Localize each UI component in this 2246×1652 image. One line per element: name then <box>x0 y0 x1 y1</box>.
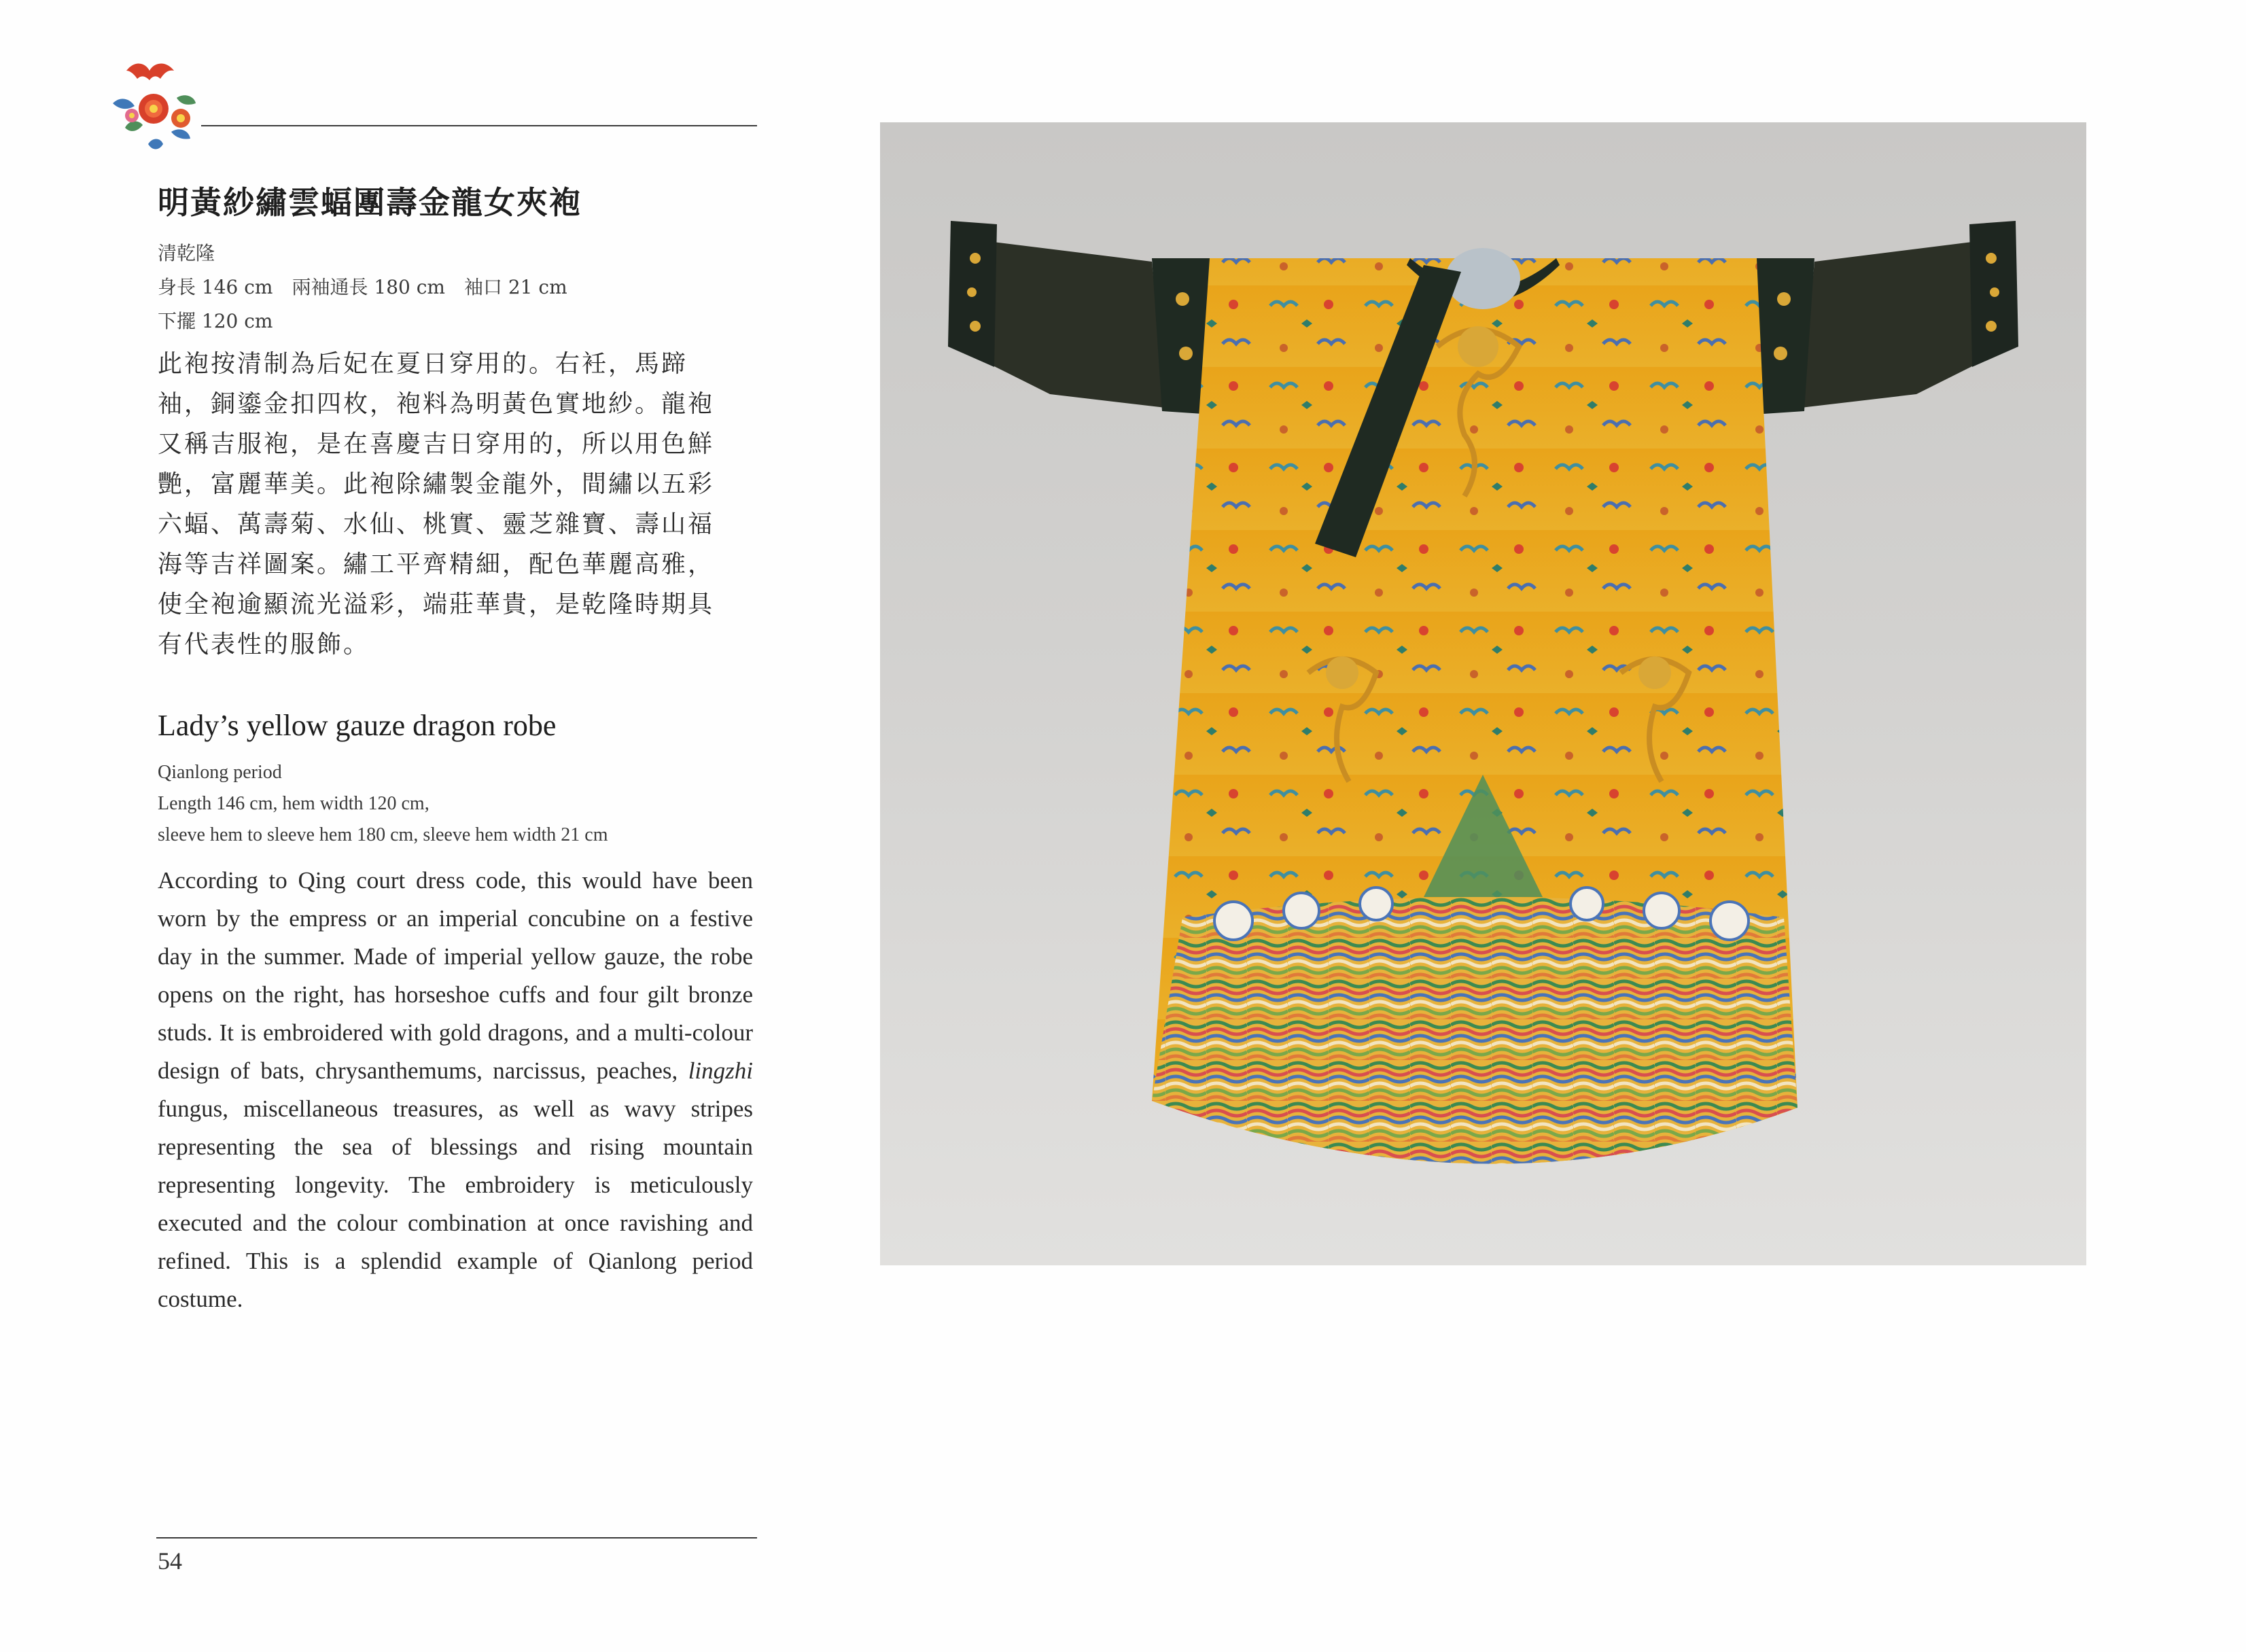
chinese-description <box>158 344 756 665</box>
chinese-description-line: 海等吉祥圖案。繡工平齊精細，配色華麗高雅， <box>158 550 715 578</box>
floral-bat-ornament-icon <box>101 56 216 164</box>
top-rule <box>201 125 757 126</box>
english-description-part: fungus, miscellaneous treasures, as well as wavy stripes representing the sea of blessings and rising mountain representing longevity. The embroidery is meticulously executed and the colour combination at once ravishing and refined. This is a splendid example of Qianlong period costume. <box>158 1095 753 1312</box>
english-description-part: According to Qing court dress code, this would have been worn by the empress or an imperial concubine on a festive day in the summer. Made of imperial yellow gauze, the robe opens on the right, has horseshoe cuffs and four gilt bronze studs. It is embroidered with gold dragons, and a multi-colour design of bats, chrysanthemums, narcissus, peaches, <box>158 867 753 1084</box>
robe-illustration <box>880 122 2086 1265</box>
chinese-description-line: 袖，銅鎏金扣四枚，袍料為明黃色實地紗。龍袍 <box>158 390 715 418</box>
chinese-dimensions-line-1: 身長 146 cm 兩袖通長 180 cm 袖口 21 cm <box>158 276 567 298</box>
chinese-dimensions-line-2: 下擺 120 cm <box>158 310 273 332</box>
english-description <box>158 862 753 1318</box>
chinese-description-line: 又稱吉服袍，是在喜慶吉日穿用的，所以用色鮮 <box>158 430 715 458</box>
english-description-italic: lingzhi <box>688 1057 753 1084</box>
chinese-period: 清乾隆 <box>158 242 215 264</box>
text-column <box>158 183 756 1318</box>
page-number: 54 <box>158 1547 182 1575</box>
dragon-robe-photo <box>880 122 2086 1265</box>
chinese-title: 明黃紗繡雲蝠團壽金龍女夾袍 <box>158 184 582 221</box>
bottom-rule <box>156 1537 757 1539</box>
english-period: Qianlong period <box>158 762 282 783</box>
chinese-description-line: 六蝠、萬壽菊、水仙、桃實、靈芝雜寶、壽山福 <box>158 510 715 538</box>
chinese-description-line: 艷，富麗華美。此袍除繡製金龍外，間繡以五彩 <box>158 470 715 498</box>
chinese-description-line: 有代表性的服飾。 <box>158 631 370 658</box>
english-dimensions-line-2: sleeve hem to sleeve hem 180 cm, sleeve hem width 21 cm <box>158 824 608 845</box>
chinese-description-line: 使全袍逾顯流光溢彩，端莊華貴，是乾隆時期具 <box>158 591 715 618</box>
english-title: Lady’s yellow gauze dragon robe <box>158 709 557 742</box>
chinese-description-line: 此袍按清制為后妃在夏日穿用的。右衽，馬蹄 <box>158 350 688 378</box>
english-dimensions-line-1: Length 146 cm, hem width 120 cm, <box>158 793 429 814</box>
